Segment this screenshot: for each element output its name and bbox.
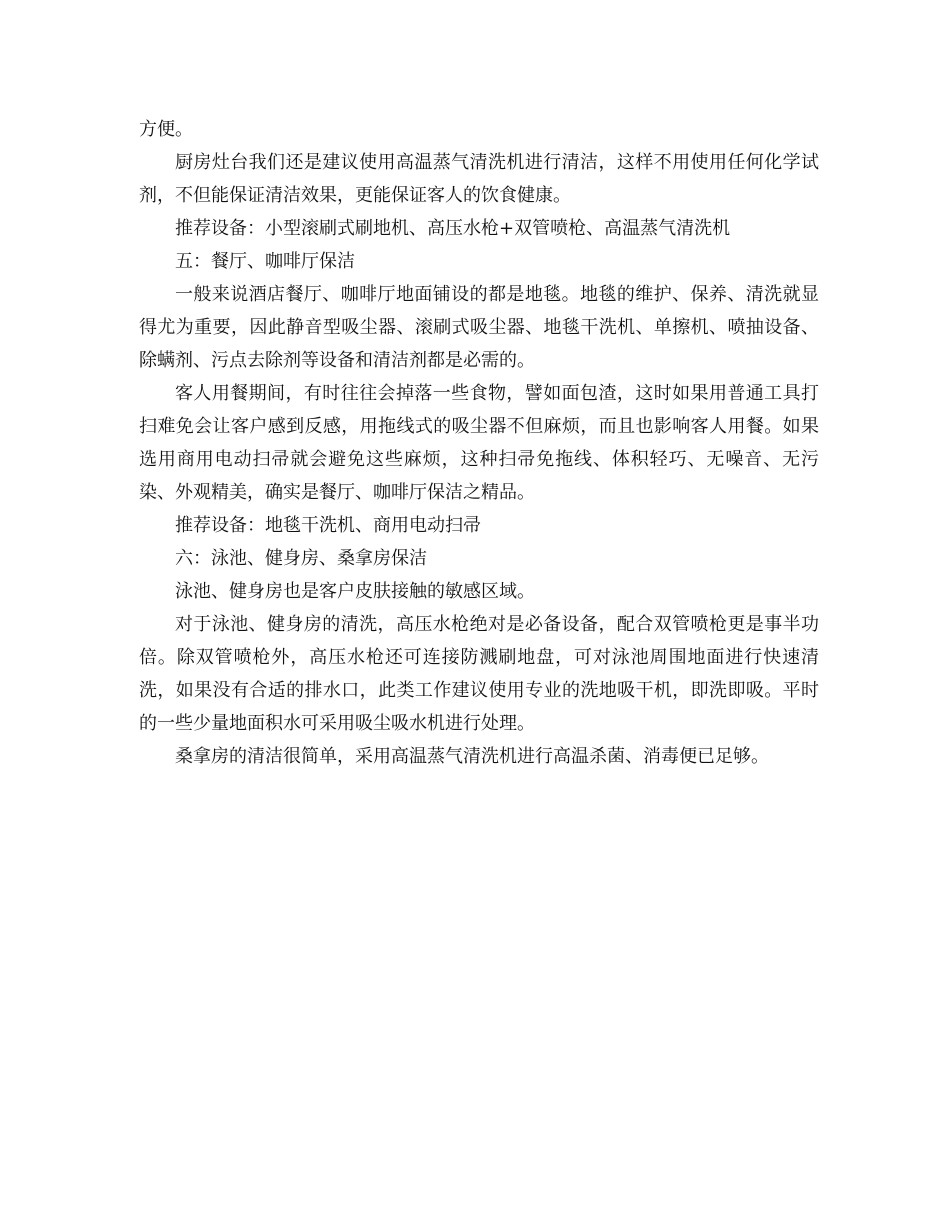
paragraph-kitchen-stove: 厨房灶台我们还是建议使用高温蒸气清洗机进行清洁，这样不用使用任何化学试剂，不但能保证清洁效果，更能保证客人的饮食健康。 [139,152,819,206]
paragraph-recommended-equipment-kitchen: 推荐设备：小型滚刷式刷地机、高压水枪+双管喷枪、高温蒸气清洗机 [175,218,731,239]
paragraph-sauna-cleaning: 桑拿房的清洁很简单，采用高温蒸气清洗机进行高温杀菌、消毒便已足够。 [175,746,769,767]
paragraph-restaurant-carpet: 一般来说酒店餐厅、咖啡厅地面铺设的都是地毯。地毯的维护、保养、清洗就显得尤为重要，因此静音型吸尘器、滚刷式吸尘器、地毯干洗机、单擦机、喷抽设备、除螨剂、污点去除剂等设备和清洁剂都是必需的。 [139,284,819,371]
section-heading-pool-gym-sauna: 六：泳池、健身房、桑拿房保洁 [175,548,427,569]
paragraph-continuation: 方便。 [139,119,193,140]
paragraph-pool-gym-sensitive: 泳池、健身房也是客户皮肤接触的敏感区域。 [175,581,535,602]
paragraph-restaurant-dining: 客人用餐期间，有时往往会掉落一些食物，譬如面包渣，这时如果用普通工具打扫难免会让客户感到反感，用拖线式的吸尘器不但麻烦，而且也影响客人用餐。如果选用商用电动扫帚就会避免这些麻烦，这种扫帚免拖线、体积轻巧、无噪音、无污染、外观精美，确实是餐厅、咖啡厅保洁之精品。 [139,383,819,503]
paragraph-recommended-equipment-restaurant: 推荐设备：地毯干洗机、商用电动扫帚 [175,515,481,536]
document-body [139,113,819,773]
section-heading-restaurant: 五：餐厅、咖啡厅保洁 [175,251,355,272]
paragraph-pool-gym-cleaning: 对于泳池、健身房的清洗，高压水枪绝对是必备设备，配合双管喷枪更是事半功倍。除双管喷枪外，高压水枪还可连接防溅刷地盘，可对泳池周围地面进行快速清洗，如果没有合适的排水口，此类工作建议使用专业的洗地吸干机，即洗即吸。平时的一些少量地面积水可采用吸尘吸水机进行处理。 [139,614,819,734]
